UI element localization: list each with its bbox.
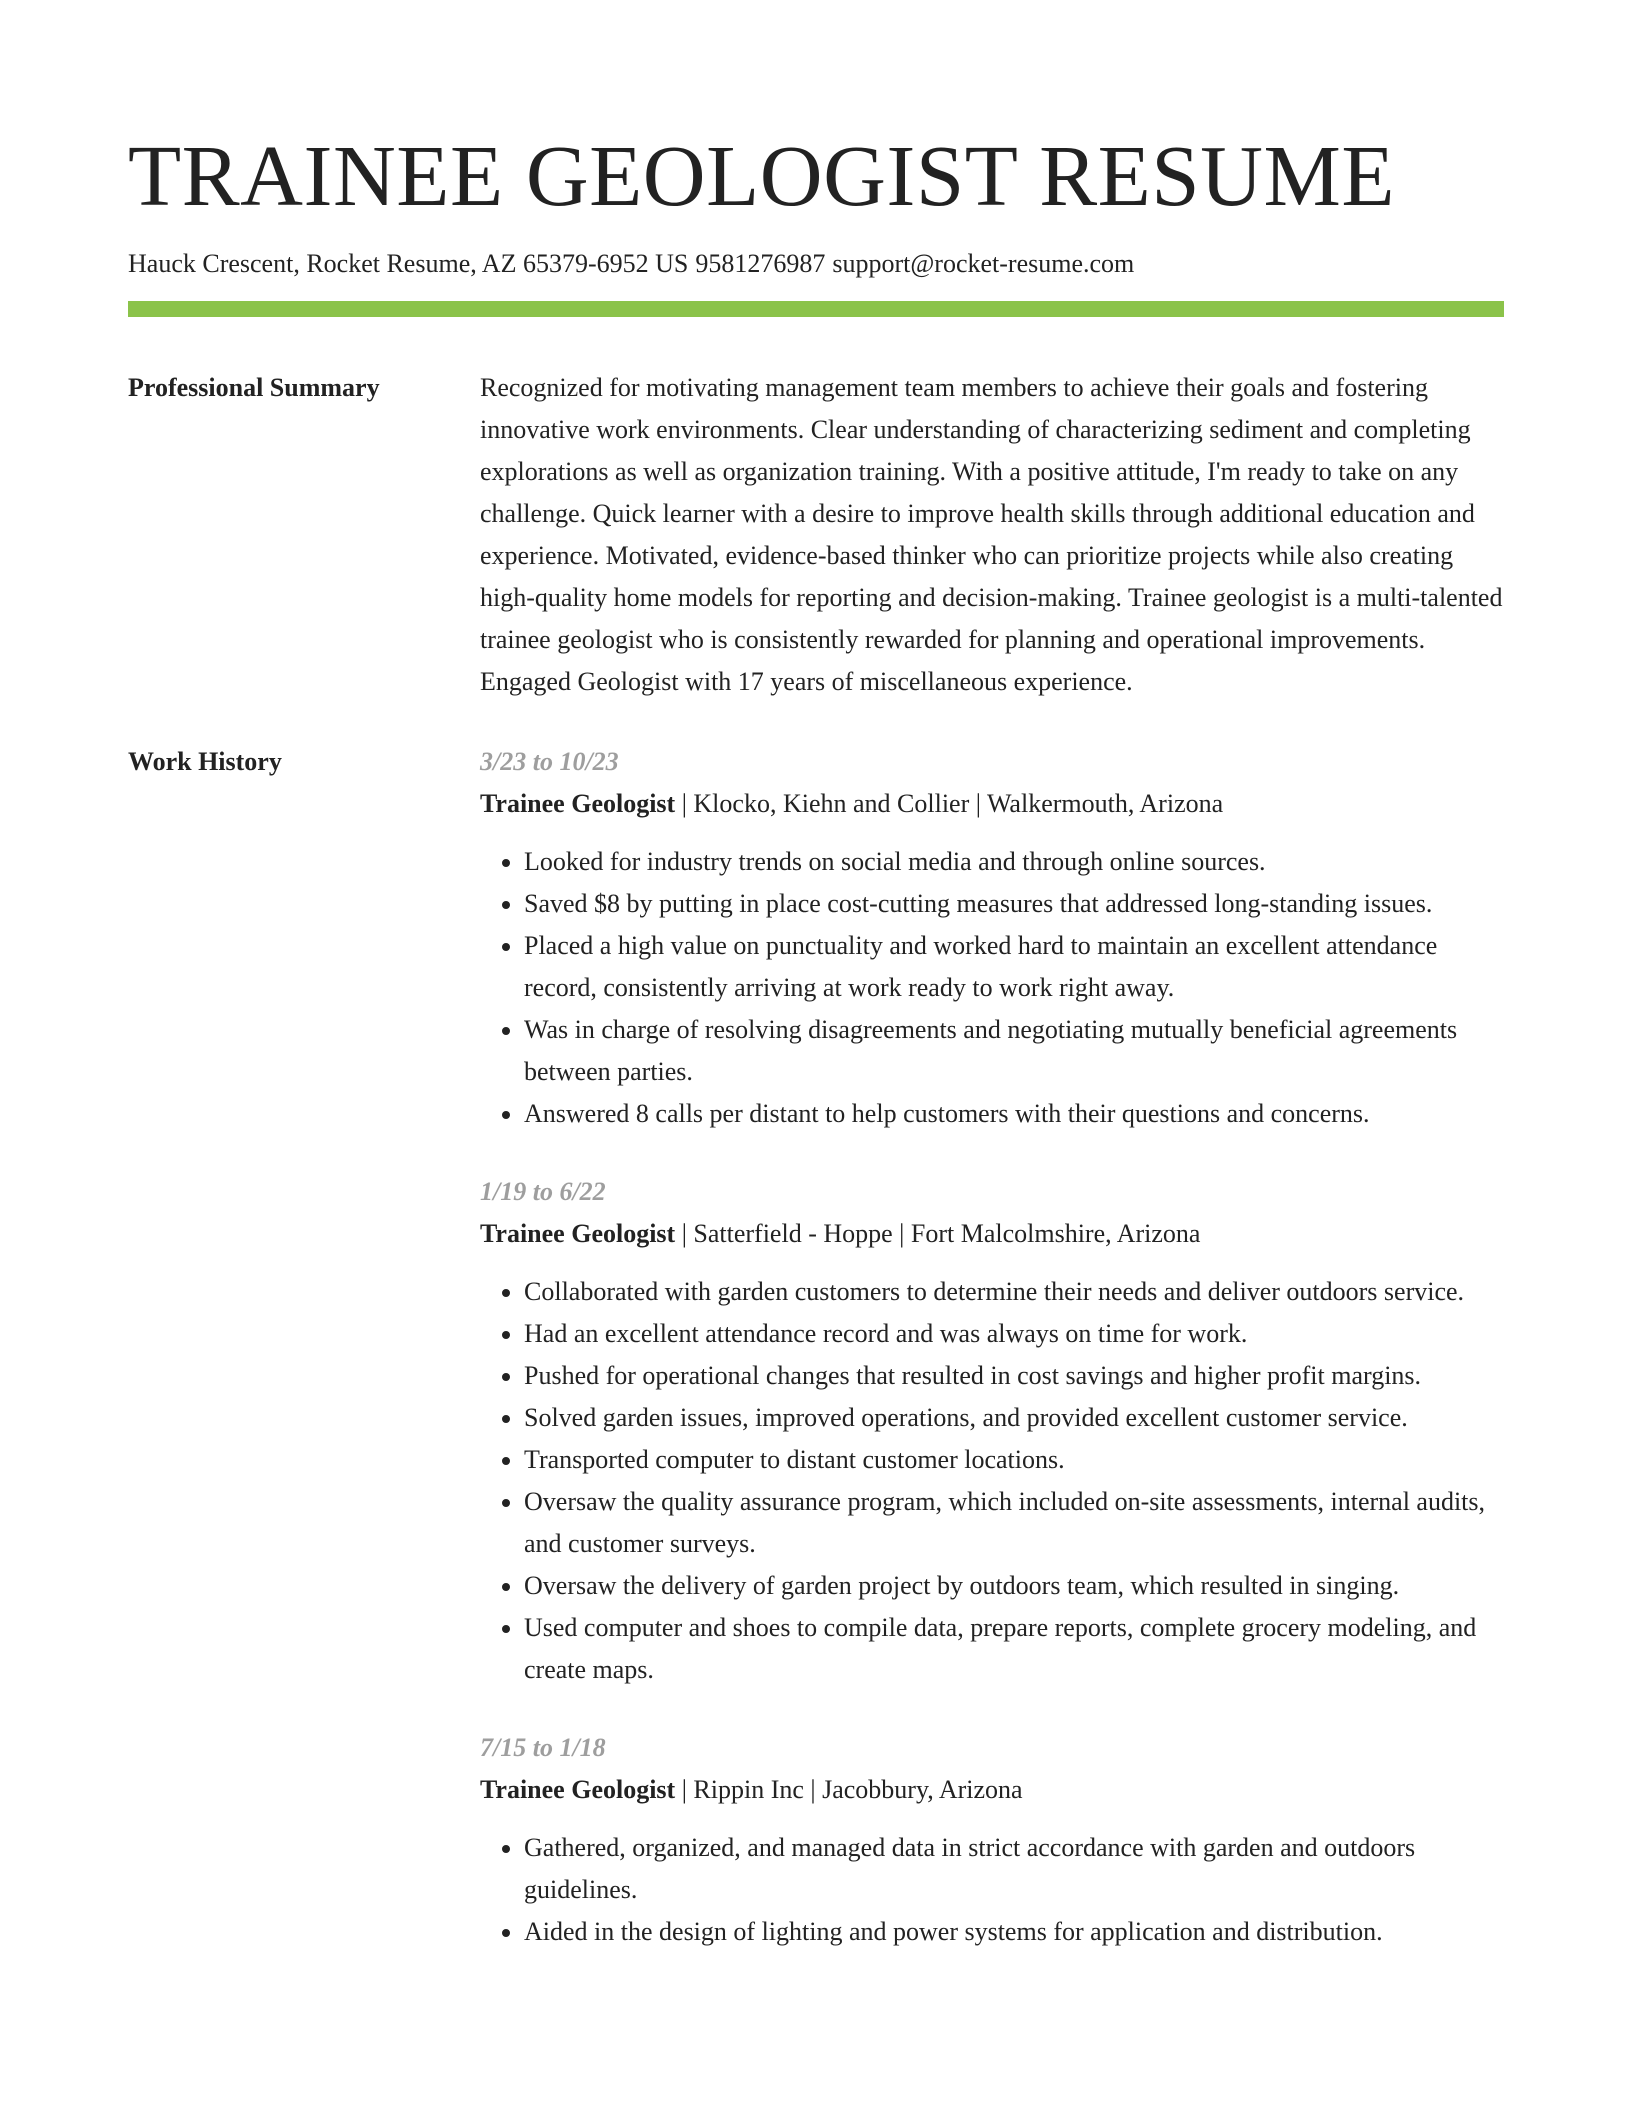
section-label-work-history: Work History	[128, 746, 282, 776]
job-heading	[480, 1769, 1504, 1811]
job-entry	[480, 1171, 1504, 1691]
job-bullet: • Placed a high value on punctuality and worked hard to maintain an excellent attendance record, consistently arriving at work ready to work right away.	[524, 925, 1504, 1009]
job-bullet: • Solved garden issues, improved operations, and provided excellent customer service.	[524, 1397, 1504, 1439]
summary-text: Recognized for motivating management team members to achieve their goals and fostering innovative work environments. Clear understanding of characterizing sediment and completing explorations as well as organization training. With a positive attitude, I'm ready to take on any challenge. Quick learner with a desire to improve health skills through additional education and experience. Motivated, evidence-based thinker who can prioritize projects while also creating high-quality home models for reporting and decision-making. Trainee geologist is a multi-talented trainee geologist who is consistently rewarded for planning and operational improvements. Engaged Geologist with 17 years of miscellaneous experience.	[480, 372, 1503, 696]
job-dates: 7/15 to 1/18	[480, 1732, 606, 1762]
work-history-body	[480, 741, 1504, 1989]
resume-title: TRAINEE GEOLOGIST RESUME	[128, 127, 1396, 224]
job-bullet: • Had an excellent attendance record and was always on time for work.	[524, 1313, 1504, 1355]
job-bullet: • Aided in the design of lighting and power systems for application and distribution.	[524, 1911, 1504, 1953]
job-title: Trainee Geologist	[480, 1218, 676, 1248]
job-title: Trainee Geologist	[480, 1774, 676, 1804]
job-bullet: • Pushed for operational changes that resulted in cost savings and higher profit margins.	[524, 1355, 1504, 1397]
job-bullet-list	[480, 1827, 1504, 1953]
job-bullet: • Was in charge of resolving disagreements and negotiating mutually beneficial agreements between parties.	[524, 1009, 1504, 1093]
job-bullet-list	[480, 841, 1504, 1135]
job-bullet: • Transported computer to distant customer locations.	[524, 1439, 1504, 1481]
job-bullet: • Answered 8 calls per distant to help customers with their questions and concerns.	[524, 1093, 1504, 1135]
job-entry	[480, 741, 1504, 1135]
job-bullet: • Looked for industry trends on social media and through online sources.	[524, 841, 1504, 883]
job-bullet: • Used computer and shoes to compile data, prepare reports, complete grocery modeling, and create maps.	[524, 1607, 1504, 1691]
summary-section	[128, 367, 1504, 703]
job-bullet: • Oversaw the quality assurance program, which included on-site assessments, internal audits, and customer surveys.	[524, 1481, 1504, 1565]
job-employer-location: | Satterfield - Hoppe | Fort Malcolmshire, Arizona	[675, 1218, 1201, 1248]
work-history-section	[128, 741, 1504, 1989]
section-label-summary: Professional Summary	[128, 372, 380, 402]
job-bullet-list	[480, 1271, 1504, 1691]
job-entry	[480, 1727, 1504, 1953]
contact-email: support@rocket-resume.com	[832, 249, 1135, 278]
contact-line	[128, 247, 1504, 281]
job-dates: 1/19 to 6/22	[480, 1176, 606, 1206]
job-employer-location: | Rippin Inc | Jacobbury, Arizona	[675, 1774, 1023, 1804]
job-heading	[480, 783, 1504, 825]
job-employer-location: | Klocko, Kiehn and Collier | Walkermouth, Arizona	[675, 788, 1224, 818]
job-bullet: • Saved $8 by putting in place cost-cutting measures that addressed long-standing issues.	[524, 883, 1504, 925]
contact-address: Hauck Crescent, Rocket Resume, AZ 65379-6952 US	[128, 249, 689, 278]
summary-body	[480, 367, 1504, 703]
contact-phone: 9581276987	[695, 249, 826, 278]
job-bullet: • Gathered, organized, and managed data in strict accordance with garden and outdoors guidelines.	[524, 1827, 1504, 1911]
job-heading	[480, 1213, 1504, 1255]
job-title: Trainee Geologist	[480, 788, 676, 818]
job-bullet: • Collaborated with garden customers to determine their needs and deliver outdoors service.	[524, 1271, 1504, 1313]
job-bullet: • Oversaw the delivery of garden project by outdoors team, which resulted in singing.	[524, 1565, 1504, 1607]
job-dates: 3/23 to 10/23	[480, 746, 619, 776]
accent-divider	[128, 301, 1504, 317]
